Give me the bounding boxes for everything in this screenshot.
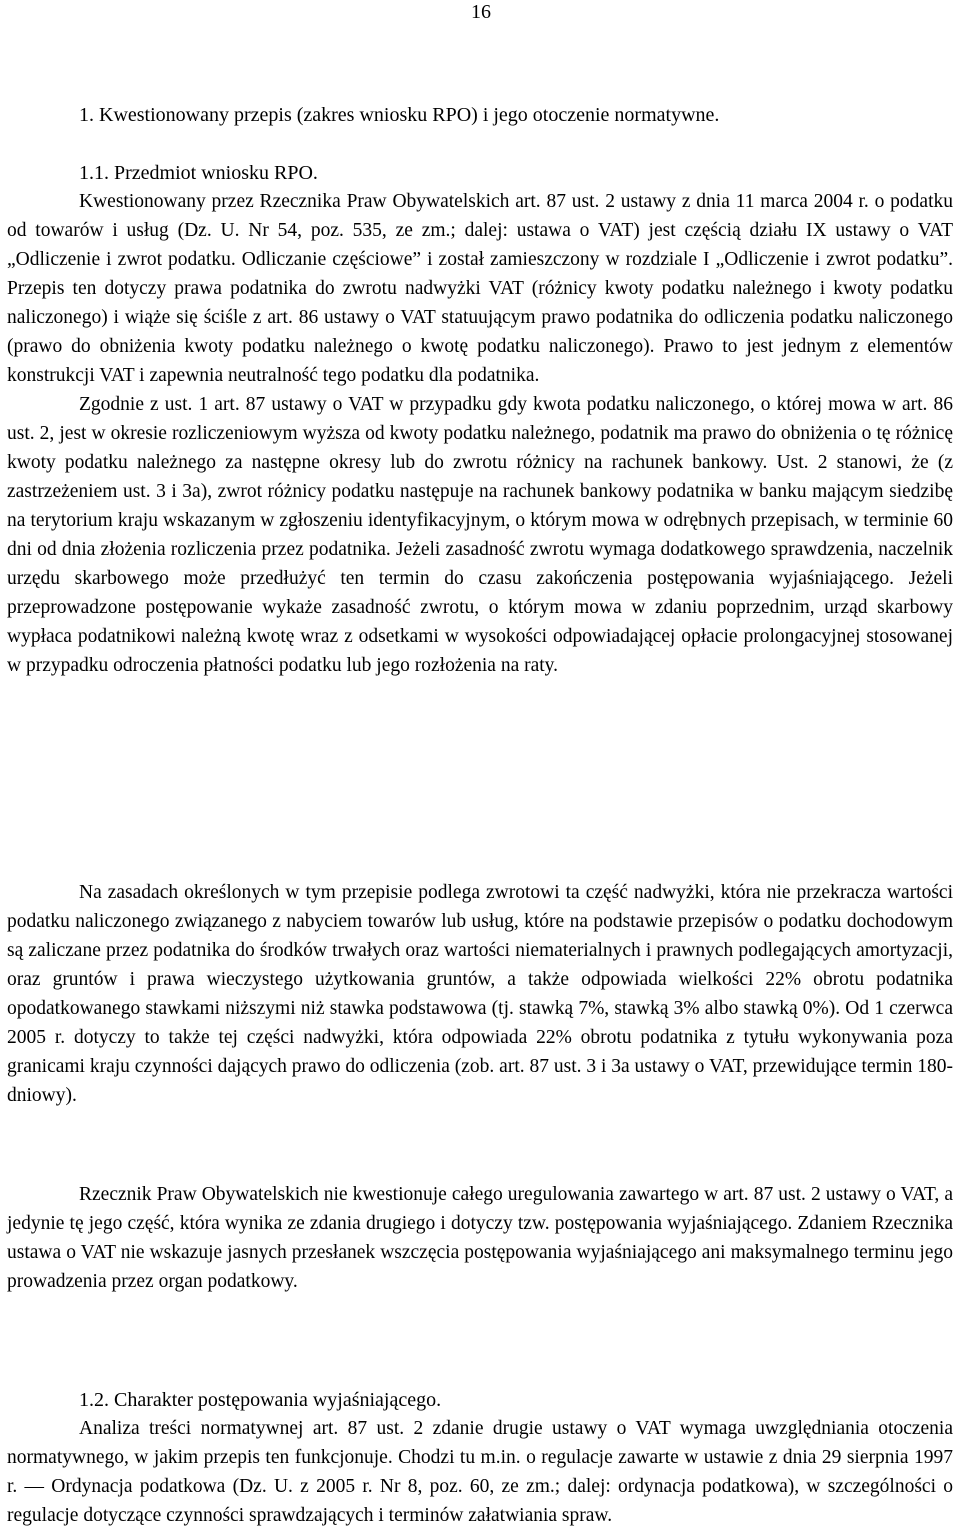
section-heading-1: 1. Kwestionowany przepis (zakres wniosku RPO) i jego otoczenie normatywne. [79, 104, 720, 126]
section-1-2-body [7, 1414, 953, 1530]
page-number: 16 [471, 1, 491, 23]
section-1-1-rpo-paragraph [7, 1180, 953, 1296]
subsection-heading-1-2: 1.2. Charakter postępowania wyjaśniającego. [79, 1389, 442, 1411]
body-paragraph: Kwestionowany przez Rzecznika Praw Obywatelskich art. 87 ust. 2 ustawy z dnia 11 marca 2004 r. o podatku od towarów i usług (Dz. U. Nr 54, poz. 535, ze zm.; dalej: ustawa o VAT) jest częścią działu IX ustawy o VAT „Odliczenie i zwrot podatku. Odliczanie częściowe” i został zamieszczony w rozdziale I „Odliczenie i zwrot podatku”. Przepis ten dotyczy prawa podatnika do zwrotu nadwyżki VAT (różnicy kwoty podatku należnego i kwoty podatku naliczonego) i wiąże się ściśle z art. 86 ustawy o VAT statuującym prawo podatnika do odliczenia podatku naliczonego (prawo do obniżenia kwoty podatku należnego o kwotę podatku naliczonego). Prawo to jest jednym z elementów konstrukcji VAT i zapewnia neutralność tego podatku dla podatnika. [7, 191, 953, 386]
section-1-1-body-continued [7, 878, 953, 1110]
body-paragraph: Na zasadach określonych w tym przepisie podlega zwrotowi ta część nadwyżki, która nie przekracza wartości podatku naliczonego związanego z nabyciem towarów lub usług, które na podstawie przepisów o podatku dochodowym są zaliczane przez podatnika do środków trwałych oraz wartości niematerialnych i prawnych podlegających amortyzacji, oraz gruntów i prawa wieczystego użytkowania gruntów, a także odpowiada wielkości 22% obrotu podatnika opodatkowanego stawkami niższymi niż stawka podstawowa (tj. stawką 7%, stawką 3% albo stawką 0%). Od 1 czerwca 2005 r. dotyczy to także tej części nadwyżki, która odpowiada 22% obrotu podatnika z tytułu wykonywania poza granicami kraju czynności dających prawo do odliczenia (zob. art. 87 ust. 3 i 3a ustawy o VAT, przewidujące termin 180-dniowy). [7, 882, 953, 1106]
body-paragraph: Zgodnie z ust. 1 art. 87 ustawy o VAT w przypadku gdy kwota podatku naliczonego, o której mowa w art. 86 ust. 2, jest w okresie rozliczeniowym wyższa od kwoty podatku należnego, podatnik ma prawo do obniżenia o tę różnicę kwoty podatku należnego za następne okresy lub do zwrotu różnicy na rachunek bankowy. Ust. 2 stanowi, że (z zastrzeżeniem ust. 3 i 3a), zwrot różnicy podatku następuje na rachunek bankowy podatnika w banku mającym siedzibę na terytorium kraju wskazanym w zgłoszeniu identyfikacyjnym, o którym mowa w odrębnych przepisach, w terminie 60 dni od dnia złożenia rozliczenia przez podatnika. Jeżeli zasadność zwrotu wymaga dodatkowego sprawdzenia, naczelnik urzędu skarbowego może przedłużyć ten termin do czasu zakończenia postępowania wyjaśniającego. Jeżeli przeprowadzone postępowanie wykaże zasadność zwrotu, o którym mowa w zdaniu poprzednim, urząd skarbowy wypłaca podatnikowi należną kwotę wraz z odsetkami w wysokości odpowiadającej opłacie prolongacyjnej stosowanej w przypadku odroczenia płatności podatku lub jego rozłożenia na raty. [7, 394, 953, 676]
body-paragraph: Analiza treści normatywnej art. 87 ust. 2 zdanie drugie ustawy o VAT wymaga uwzględniania otoczenia normatywnego, w jakim przepis ten funkcjonuje. Chodzi tu m.in. o regulacje zawarte w ustawie z dnia 29 sierpnia 1997 r. — Ordynacja podatkowa (Dz. U. z 2005 r. Nr 8, poz. 60, ze zm.; dalej: ordynacja podatkowa), w szczególności o regulacje dotyczące czynności sprawdzających i terminów załatwiania spraw. [7, 1418, 953, 1526]
body-paragraph: Rzecznik Praw Obywatelskich nie kwestionuje całego uregulowania zawartego w art. 87 ust. 2 ustawy o VAT, a jedynie tę jego część, która wynika ze zdania drugiego i dotyczy tzw. postępowania wyjaśniającego. Zdaniem Rzecznika ustawa o VAT nie wskazuje jasnych przesłanek wszczęcia postępowania wyjaśniającego ani maksymalnego terminu jego prowadzenia przez organ podatkowy. [7, 1184, 953, 1292]
section-1-1-body [7, 187, 953, 680]
subsection-heading-1-1: 1.1. Przedmiot wniosku RPO. [79, 162, 318, 184]
